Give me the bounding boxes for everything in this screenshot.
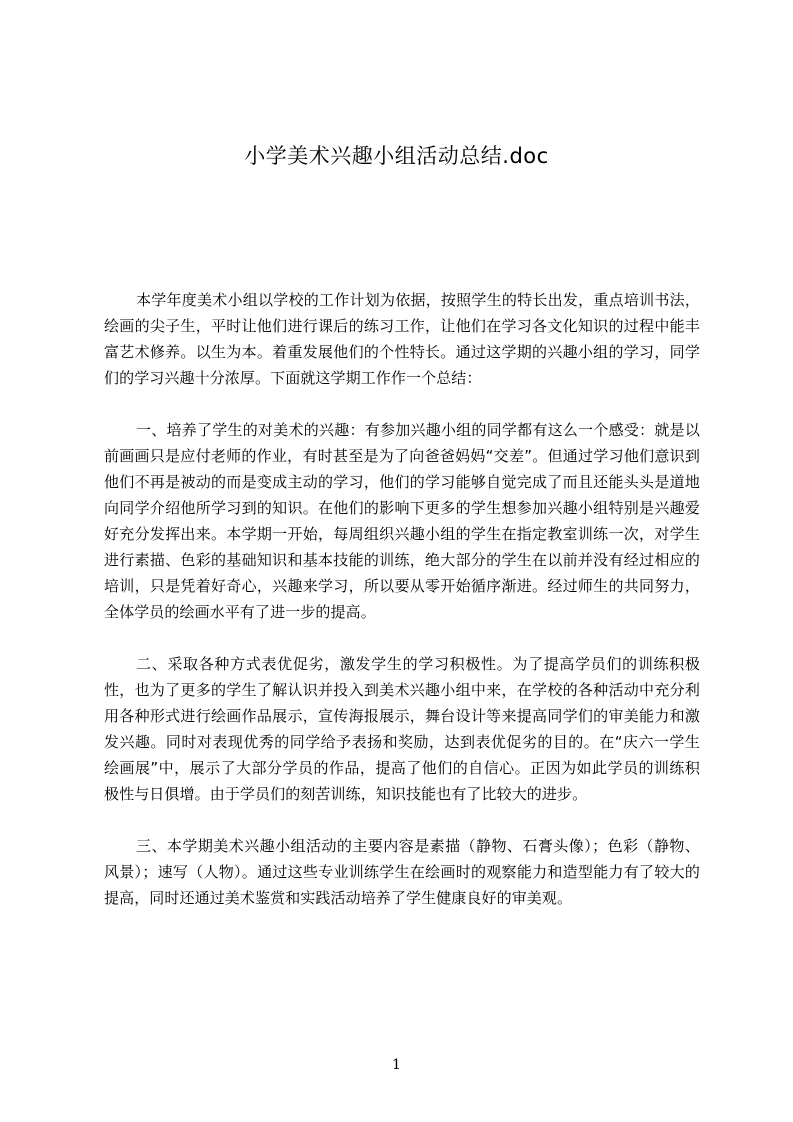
document-title: 小学美术兴趣小组活动总结.doc <box>244 144 549 168</box>
intro-paragraph: 本学年度美术小组以学校的工作计划为依据，按照学生的特长出发，重点培训书法，绘画的尖子生，平时让他们进行课后的练习工作，让他们在学习各文化知识的过程中能丰富艺术修养。以生为本。着重发展他们的个性特长。通过这学期的兴趣小组的学习，同学们的学习兴趣十分浓厚。下面就这学期工作作一个总结： <box>104 291 700 387</box>
document-body <box>104 287 700 937</box>
section-three-paragraph: 三、本学期美术兴趣小组活动的主要内容是素描（静物、石膏头像）；色彩（静物、风景）；速写（人物）。通过这些专业训练学生在绘画时的观察能力和造型能力有了较大的提高，同时还通过美术鉴赏和实践活动培养了学生健康良好的审美观。 <box>104 837 700 907</box>
section-two-paragraph: 二、采取各种方式表优促劣，激发学生的学习积极性。为了提高学员们的训练积极性，也为了更多的学生了解认识并投入到美术兴趣小组中来，在学校的各种活动中充分利用各种形式进行绘画作品展示，宣传海报展示，舞台设计等来提高同学们的审美能力和激发兴趣。同时对表现优秀的同学给予表扬和奖励，达到表优促劣的目的。在“庆六一学生绘画展”中，展示了大部分学员的作品，提高了他们的自信心。正因为如此学员的训练积极性与日俱增。由于学员们的刻苦训练，知识技能也有了比较大的进步。 <box>104 655 700 803</box>
section-one-paragraph: 一、培养了学生的对美术的兴趣：有参加兴趣小组的同学都有这么一个感受：就是以前画画只是应付老师的作业，有时甚至是为了向爸爸妈妈“交差”。但通过学习他们意识到他们不再是被动的而是变成主动的学习，他们的学习能够自觉完成了而且还能头头是道地向同学介绍他所学习到的知识。在他们的影响下更多的学生想参加兴趣小组特别是兴趣爱好充分发挥出来。本学期一开始，每周组织兴趣小组的学生在指定教室训练一次，对学生进行素描、色彩的基础知识和基本技能的训练，绝大部分的学生在以前并没有经过相应的培训，只是凭着好奇心，兴趣来学习，所以要从零开始循序渐进。经过师生的共同努力，全体学员的绘画水平有了进一步的提高。 <box>104 421 700 621</box>
page-number: 1 <box>392 1057 401 1073</box>
